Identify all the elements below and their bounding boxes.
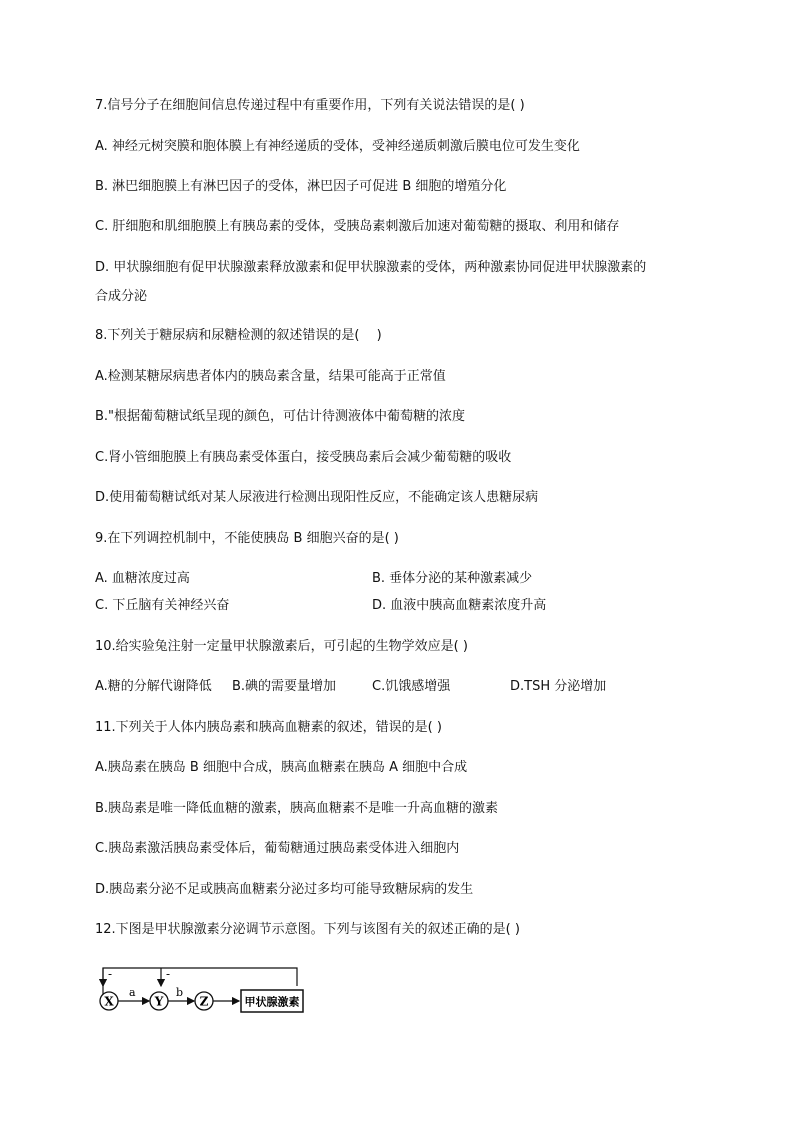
label-b: b bbox=[176, 986, 184, 999]
q9-option-d: D. 血液中胰高血糖素浓度升高 bbox=[372, 598, 547, 613]
q7-option-c: C. 肝细胞和肌细胞膜上有胰岛素的受体，受胰岛素刺激后加速对葡萄糖的摄取、利用和储存 bbox=[95, 219, 620, 234]
q10-stem: 10.给实验兔注射一定量甲状腺激素后，可引起的生物学效应是( ) bbox=[95, 639, 468, 654]
q11-option-b: B.胰岛素是唯一降低血糖的激素，胰高血糖素不是唯一升高血糖的激素 bbox=[95, 801, 499, 816]
thyroid-regulation-diagram bbox=[95, 962, 315, 1022]
q10-option-d: D.TSH 分泌增加 bbox=[510, 679, 607, 694]
node-x-label: X bbox=[104, 994, 114, 1009]
q8-option-b: B."根据葡萄糖试纸呈现的颜色，可估计待测液体中葡萄糖的浓度 bbox=[95, 409, 466, 424]
q8-stem: 8.下列关于糖尿病和尿糖检测的叙述错误的是( ) bbox=[95, 328, 382, 343]
q8-option-d: D.使用葡萄糖试纸对某人尿液进行检测出现阳性反应，不能确定该人患糖尿病 bbox=[95, 490, 539, 505]
q11-stem: 11.下列关于人体内胰岛素和胰高血糖素的叙述，错误的是( ) bbox=[95, 720, 442, 735]
q11-option-d: D.胰岛素分泌不足或胰高血糖素分泌过多均可能导致糖尿病的发生 bbox=[95, 882, 474, 897]
q7-option-d: D. 甲状腺细胞有促甲状腺激素释放激素和促甲状腺激素的受体，两种激素协同促进甲状腺激素的 bbox=[95, 260, 647, 275]
q10-option-c: C.饥饿感增强 bbox=[372, 679, 451, 694]
q11-option-c: C.胰岛素激活胰岛素受体后，葡萄糖通过胰岛素受体进入细胞内 bbox=[95, 841, 460, 856]
q7-option-b: B. 淋巴细胞膜上有淋巴因子的受体，淋巴因子可促进 B 细胞的增殖分化 bbox=[95, 179, 507, 194]
q10-option-b: B.碘的需要量增加 bbox=[232, 679, 337, 694]
q7-option-d-cont: 合成分泌 bbox=[95, 289, 148, 304]
node-y-label: Y bbox=[154, 994, 164, 1009]
q12-stem: 12.下图是甲状腺激素分泌调节示意图。下列与该图有关的叙述正确的是( ) bbox=[95, 922, 520, 937]
q9-option-a: A. 血糖浓度过高 bbox=[95, 571, 190, 586]
q7-stem: 7.信号分子在细胞间信息传递过程中有重要作用，下列有关说法错误的是( ) bbox=[95, 98, 525, 113]
q11-option-a: A.胰岛素在胰岛 B 细胞中合成，胰高血糖素在胰岛 A 细胞中合成 bbox=[95, 760, 468, 775]
q10-option-a: A.糖的分解代谢降低 bbox=[95, 679, 212, 694]
q9-option-c: C. 下丘脑有关神经兴奋 bbox=[95, 598, 230, 613]
q9-stem: 9.在下列调控机制中，不能使胰岛 B 细胞兴奋的是( ) bbox=[95, 531, 399, 546]
q7-option-a: A. 神经元树突膜和胞体膜上有神经递质的受体，受神经递质刺激后膜电位可发生变化 bbox=[95, 139, 580, 154]
minus-sign-2: - bbox=[166, 967, 171, 981]
node-z-label: Z bbox=[199, 994, 209, 1009]
q8-option-a: A.检测某糖尿病患者体内的胰岛素含量，结果可能高于正常值 bbox=[95, 369, 446, 384]
thyroid-hormone-label: 甲状腺激素 bbox=[244, 995, 300, 1009]
q8-option-c: C.肾小管细胞膜上有胰岛素受体蛋白，接受胰岛素后会减少葡萄糖的吸收 bbox=[95, 450, 512, 465]
q9-option-b: B. 垂体分泌的某种激素减少 bbox=[372, 571, 533, 586]
label-a: a bbox=[129, 986, 136, 999]
minus-sign-1: - bbox=[108, 967, 113, 981]
